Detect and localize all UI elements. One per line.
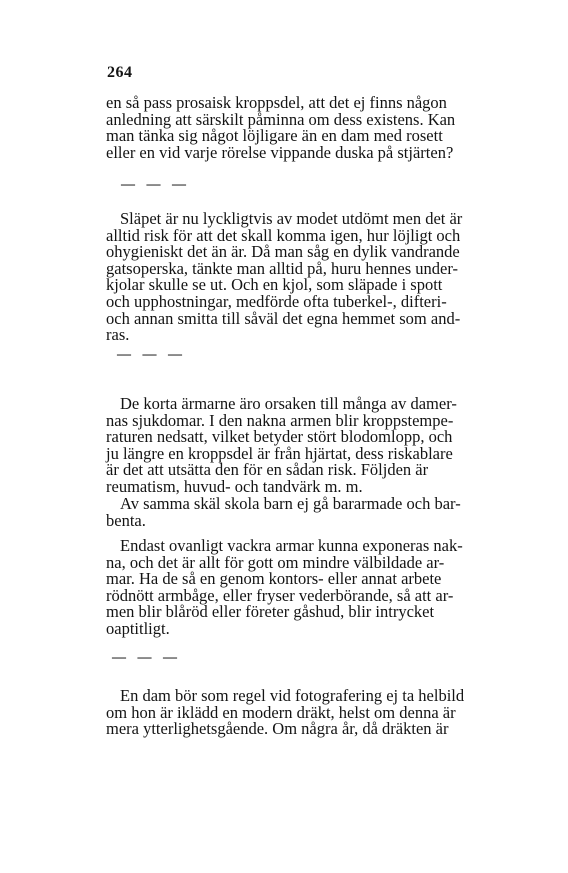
section-separator: — — — [121,177,190,192]
text-line: Endast ovanligt vackra armar kunna exponeras nak- [120,536,463,555]
text-line: om hon är iklädd en modern dräkt, helst om denna är [106,702,456,722]
text-line: ohygieniskt det än är. Då man såg en dylik vandrande [106,242,460,262]
text-line: en så pass prosaisk kroppsdel, att det ej finns någon [106,93,447,112]
text-line: mera ytterlighetsgående. Om några år, då dräkten är [106,719,449,739]
text-line: mar. Ha de så en genom kontors- eller annat arbete [106,569,442,589]
text-line: raturen nedsatt, vilket betyder stört blodomlopp, och [106,427,453,447]
text-line: och upphostningar, medförde ofta tuberkel-, difteri- [106,291,447,311]
text-line: men blir blåröd eller företer gåshud, blir intrycket [106,602,435,622]
paragraph-1 [106,95,516,161]
paragraph-4 [106,496,516,529]
text-line: eller en vid varje rörelse vippande duska på stjärten? [106,142,454,162]
text-line: na, och det är allt för gott om mindre välbildade ar- [106,552,445,572]
text-line: benta. [106,510,146,530]
text-line: Av samma skäl skola barn ej gå bararmade och bar- [120,494,461,513]
text-line: reumatism, huvud- och tandvärk m. m. [106,476,363,496]
text-line: oaptitligt. [106,618,170,638]
text-line: Släpet är nu lyckligtvis av modet utdömt men det är [120,209,463,228]
paragraph-3 [106,396,516,496]
text-line: De korta ärmarne äro orsaken till många av damer- [120,394,457,413]
text-line: rödnött armbåge, eller fryser vederbörande, så att ar- [106,585,454,605]
text-line: anledning att särskilt påminna om dess existens. Kan [106,109,456,129]
text-line: nas sjukdomar. I den nakna armen blir kroppstempe- [106,410,454,430]
section-separator: — — — [112,650,181,665]
text-line: kjolar skulle se ut. Och en kjol, som släpade i spott [106,275,443,295]
text-line: ju längre en kroppsdel är från hjärtat, dess riskablare [106,443,453,463]
text-line: gatsoperska, tänkte man alltid på, huru hennes under- [106,258,459,278]
paragraph-2 [106,211,516,344]
paragraph-6 [106,688,516,738]
paragraph-5 [106,538,516,638]
text-line: ras. [106,325,130,345]
page-number: 264 [107,64,133,81]
text-line: är det att utsätta den för en sådan risk. Följden är [106,460,429,480]
section-separator: — — — [117,347,186,362]
text-line: En dam bör som regel vid fotografering ej ta helbild [120,686,465,705]
text-line: man tänka sig något löjligare än en dam med rosett [106,126,443,146]
text-line: alltid risk för att det skall komma igen, hur löjligt och [106,225,461,245]
text-line: och annan smitta till såväl det egna hemmet som and- [106,308,461,328]
